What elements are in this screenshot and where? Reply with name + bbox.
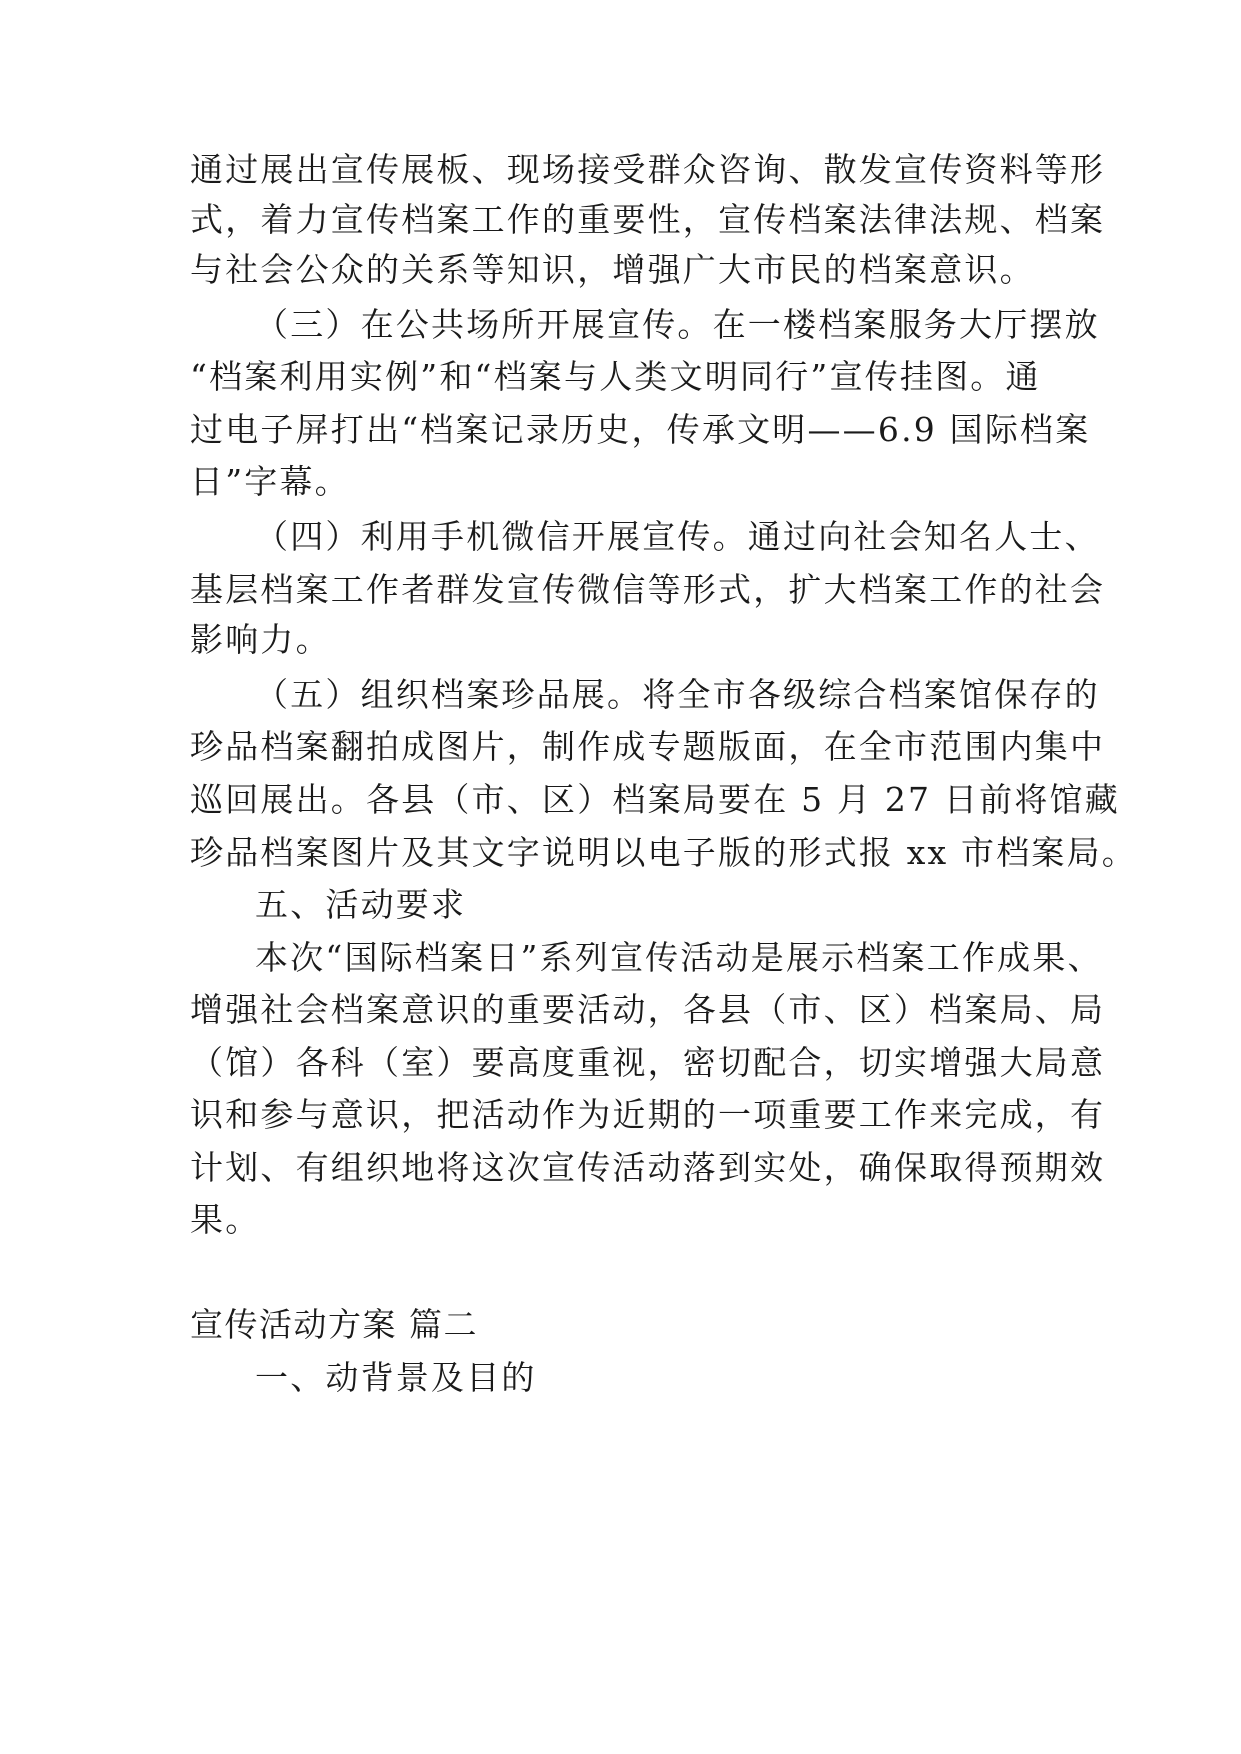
body-text-line: （馆）各科（室）要高度重视，密切配合，切实增强大局意 [190, 1043, 1106, 1082]
body-text-line: 过电子屏打出“档案记录历史，传承文明——6.9 国际档案 [190, 410, 1091, 449]
body-text-line: 珍品档案图片及其文字说明以电子版的形式报 xx 市档案局。 [190, 833, 1138, 872]
body-text-line: 识和参与意识，把活动作为近期的一项重要工作来完成，有 [190, 1095, 1106, 1134]
body-text-line: 日”字幕。 [190, 462, 350, 501]
body-text-line: 巡回展出。各县（市、区）档案局要在 5 月 27 日前将馆藏 [190, 780, 1120, 819]
paragraph-requirements: 本次“国际档案日”系列宣传活动是展示档案工作成果、 [255, 938, 1103, 977]
paragraph-three-heading: （三）在公共场所开展宣传。在一楼档案服务大厅摆放 [255, 305, 1100, 344]
body-text-line: 增强社会档案意识的重要活动，各县（市、区）档案局、局 [190, 990, 1106, 1029]
paragraph-five-heading: （五）组织档案珍品展。将全市各级综合档案馆保存的 [255, 675, 1100, 714]
body-text-line: 影响力。 [190, 620, 331, 659]
body-text-line: “档案利用实例”和“档案与人类文明同行”宣传挂图。通 [190, 357, 1041, 396]
body-text-line: 基层档案工作者群发宣传微信等形式，扩大档案工作的社会 [190, 570, 1106, 609]
body-text-line: 与社会公众的关系等知识，增强广大市民的档案意识。 [190, 250, 1035, 289]
body-text-line: 果。 [190, 1200, 261, 1239]
body-text-line: 式，着力宣传档案工作的重要性，宣传档案法律法规、档案 [190, 200, 1106, 239]
body-text-line: 珍品档案翻拍成图片，制作成专题版面，在全市范围内集中 [190, 727, 1106, 766]
body-text-line: 计划、有组织地将这次宣传活动落到实处，确保取得预期效 [190, 1148, 1106, 1187]
section-first-heading: 一、动背景及目的 [255, 1358, 537, 1397]
section-heading: 五、活动要求 [255, 885, 467, 924]
paragraph-four-heading: （四）利用手机微信开展宣传。通过向社会知名人士、 [255, 517, 1100, 556]
body-text-line: 通过展出宣传展板、现场接受群众咨询、散发宣传资料等形 [190, 150, 1106, 189]
section-title: 宣传活动方案 篇二 [190, 1305, 478, 1344]
